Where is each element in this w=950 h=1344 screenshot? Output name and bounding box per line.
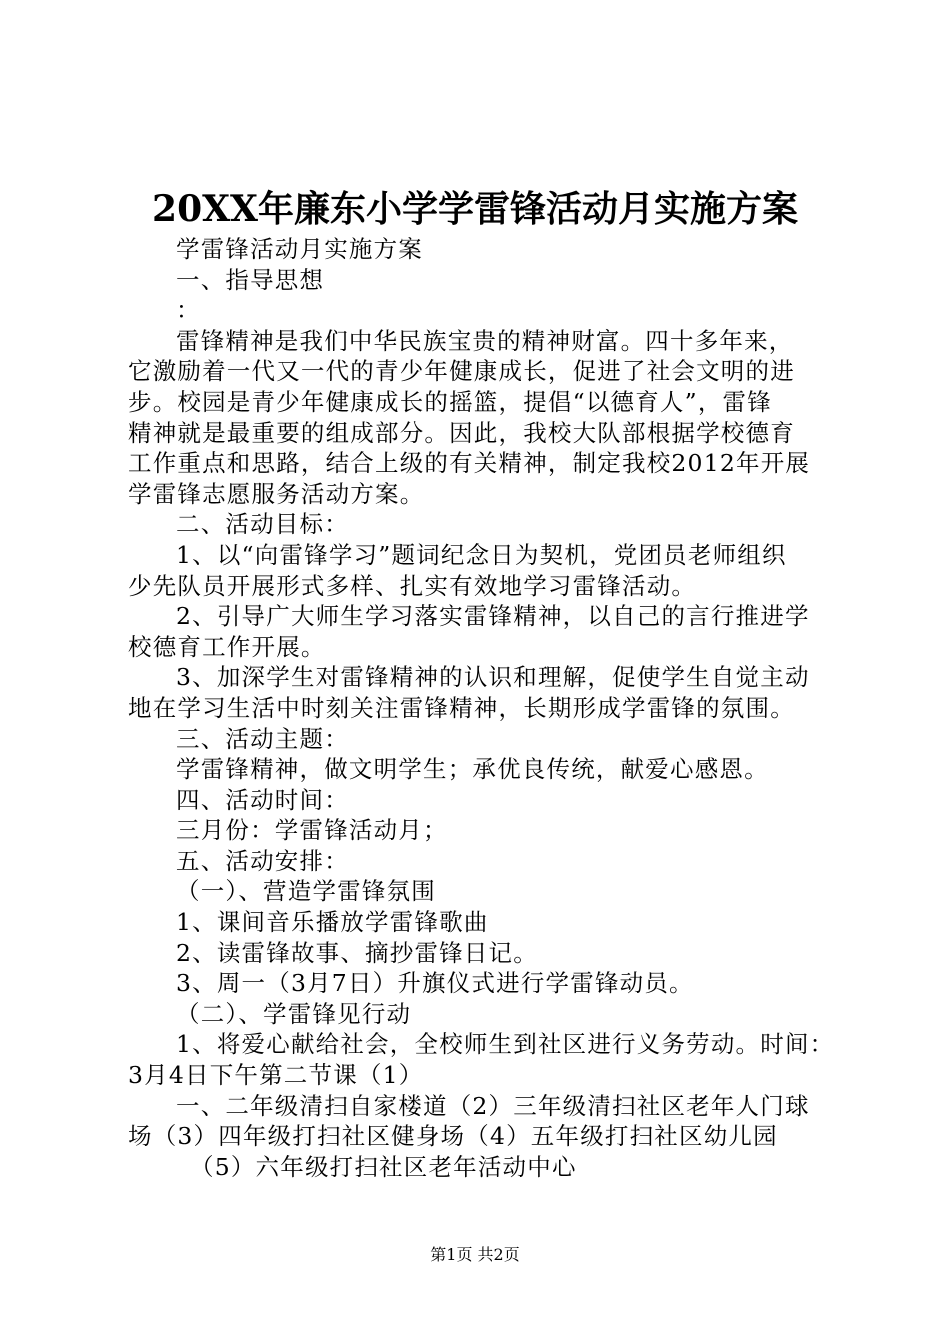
section-heading: 五、活动安排： xyxy=(176,846,349,875)
paragraph-line: 学雷锋活动月实施方案 xyxy=(176,235,423,263)
paragraph-line: 校德育工作开展。 xyxy=(128,632,326,661)
paragraph-line: 3、加深学生对雷锋精神的认识和理解，促使学生自觉主动 xyxy=(176,663,810,692)
section-heading: 四、活动时间： xyxy=(176,785,349,814)
paragraph-line: 一、二年级清扫自家楼道（2）三年级清扫社区老年人门球 xyxy=(176,1091,810,1120)
paragraph-line: 三月份：学雷锋活动月； xyxy=(176,816,448,845)
document-body xyxy=(128,234,848,1182)
paragraph-line: 雷锋精神是我们中华民族宝贵的精神财富。四十多年来， xyxy=(176,326,794,355)
paragraph-line: （5）六年级打扫社区老年活动中心 xyxy=(190,1152,577,1181)
list-item: 2、读雷锋故事、摘抄雷锋日记。 xyxy=(176,938,538,967)
paragraph-line: 工作重点和思路，结合上级的有关精神，制定我校2012年开展 xyxy=(128,449,811,478)
section-heading: 一、指导思想 xyxy=(176,265,325,294)
section-heading: 三、活动主题： xyxy=(176,724,349,753)
paragraph-line: 3月4日下午第二节课（1） xyxy=(128,1061,424,1090)
paragraph-line: 场（3）四年级打扫社区健身场（4）五年级打扫社区幼儿园 xyxy=(128,1122,778,1151)
paragraph-line: 精神就是最重要的组成部分。因此，我校大队部根据学校德育 xyxy=(128,418,795,447)
list-item: 1、课间音乐播放学雷锋歌曲 xyxy=(176,908,489,937)
paragraph-line: 2、引导广大师生学习落实雷锋精神，以自己的言行推进学 xyxy=(176,602,810,631)
paragraph-line: ： xyxy=(176,296,201,325)
list-item: 1、将爱心献给社会，全校师生到社区进行义务劳动。时间： xyxy=(176,1030,835,1059)
page-number: 第1页 共2页 xyxy=(430,1245,520,1264)
paragraph-line: 学雷锋精神，做文明学生；承优良传统，献爱心感恩。 xyxy=(176,755,769,784)
paragraph-line: 学雷锋志愿服务活动方案。 xyxy=(128,479,425,508)
paragraph-line: 步。校园是青少年健康成长的摇篮，提倡“以德育人”，雷锋 xyxy=(128,387,772,416)
paragraph-line: 1、以“向雷锋学习”题词纪念日为契机，党团员老师组织 xyxy=(176,540,787,569)
paragraph-line: 地在学习生活中时刻关注雷锋精神，长期形成学雷锋的氛围。 xyxy=(128,693,795,722)
paragraph-line: 它激励着一代又一代的青少年健康成长，促进了社会文明的进 xyxy=(128,357,795,386)
list-item: 3、周一（3月7日）升旗仪式进行学雷锋动员。 xyxy=(176,969,694,998)
subsection-heading: （一）、营造学雷锋氛围 xyxy=(176,877,436,906)
paragraph-line: 少先队员开展形式多样、扎实有效地学习雷锋活动。 xyxy=(128,571,697,600)
section-heading: 二、活动目标： xyxy=(176,510,349,539)
subsection-heading: （二）、学雷锋见行动 xyxy=(176,999,412,1028)
document-title: 20XX年廉东小学学雷锋活动月实施方案 xyxy=(152,188,798,230)
